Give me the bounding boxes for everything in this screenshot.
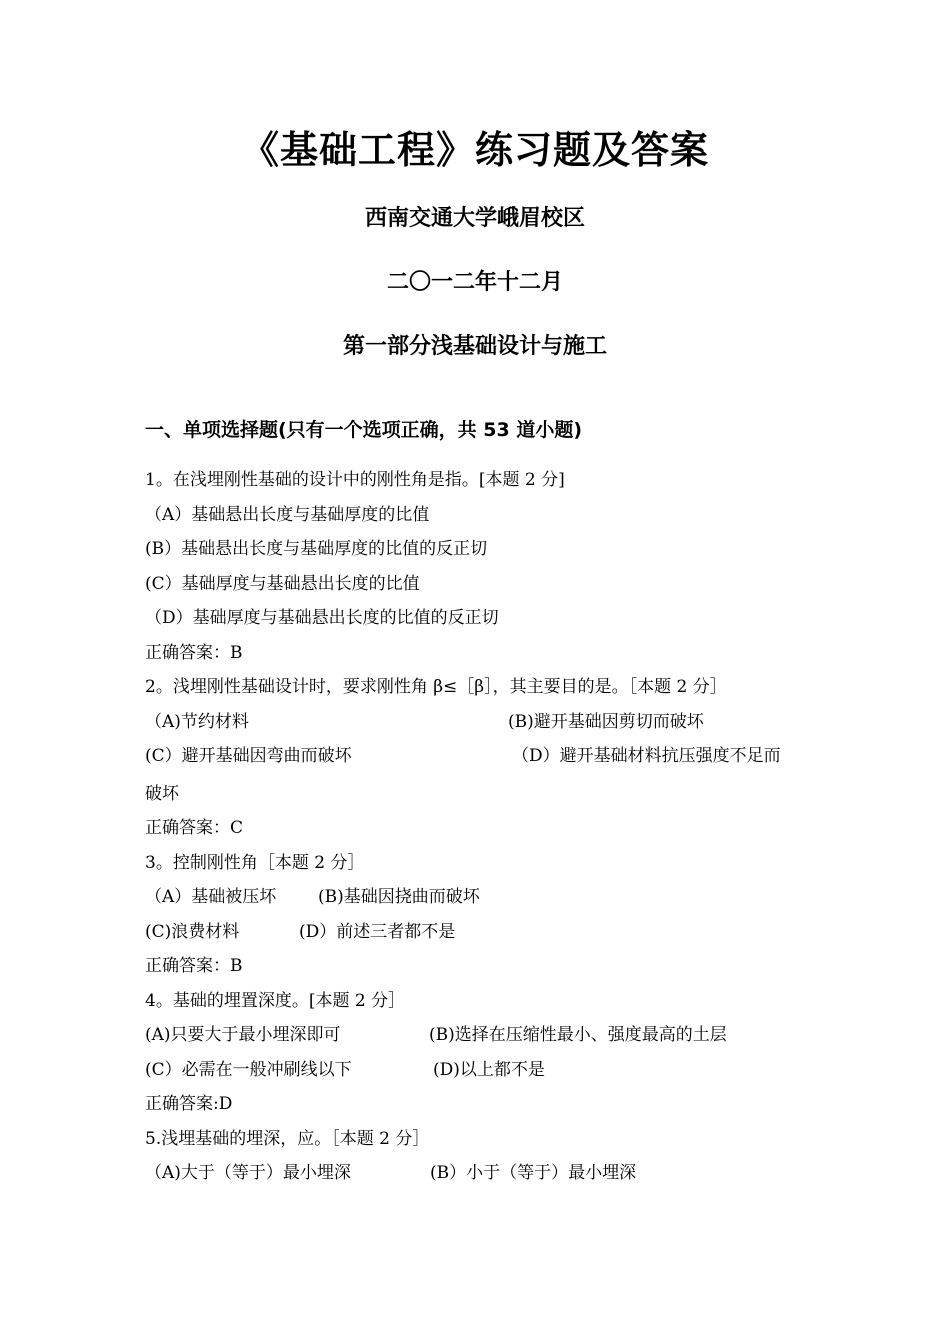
question-4-option-c: (C）必需在一般冲刷线以下: [145, 1060, 352, 1080]
question-4-option-a: (A)只要大于最小埋深即可: [145, 1025, 341, 1045]
question-2-stem: 2。浅埋刚性基础设计时，要求刚性角 β≤［β］，其主要目的是。［本题 2 分］: [145, 677, 727, 697]
question-4-answer: 正确答案:D: [145, 1094, 233, 1114]
question-2-option-a: （A)节约材料: [145, 712, 249, 732]
document-date: 二〇一二年十二月: [386, 269, 563, 295]
question-2-option-d: （D）避开基础材料抗压强度不足而: [512, 746, 781, 766]
question-4-option-b: (B)选择在压缩性最小、强度最高的土层: [429, 1025, 727, 1045]
question-3-option-b: (B)基础因挠曲而破坏: [318, 887, 480, 907]
question-1-option-b: (B）基础悬出长度与基础厚度的比值的反正切: [145, 539, 488, 559]
document-title: 《基础工程》练习题及答案: [240, 127, 709, 172]
question-3-answer: 正确答案：B: [145, 956, 243, 976]
question-1-stem: 1。在浅埋刚性基础的设计中的刚性角是指。[本题 2 分]: [145, 470, 565, 490]
question-2-option-d-continuation: 破坏: [145, 784, 179, 804]
question-3-option-a: （A）基础被压坏: [145, 887, 277, 907]
question-3-option-d: (D）前述三者都不是: [299, 922, 456, 942]
question-1-option-c: (C）基础厚度与基础悬出长度的比值: [145, 574, 420, 594]
question-5-option-a: （A)大于（等于）最小埋深: [145, 1163, 351, 1183]
section-heading: 一、单项选择题(只有一个选项正确，共 53 道小题): [145, 419, 583, 441]
question-3-option-c: (C)浪费材料: [145, 922, 240, 942]
part-heading: 第一部分浅基础设计与施工: [342, 333, 607, 359]
question-5-stem: 5.浅埋基础的埋深，应。［本题 2 分］: [145, 1129, 430, 1149]
question-4-stem: 4。基础的埋置深度。[本题 2 分］: [145, 991, 406, 1011]
question-5-option-b: (B）小于（等于）最小埋深: [430, 1163, 637, 1183]
school-name: 西南交通大学峨眉校区: [364, 205, 585, 231]
question-3-stem: 3。控制刚性角［本题 2 分］: [145, 853, 365, 873]
question-1-option-d: （D）基础厚度与基础悬出长度的比值的反正切: [145, 608, 499, 628]
question-2-answer: 正确答案：C: [145, 818, 244, 838]
question-2-option-b: (B)避开基础因剪切而破坏: [508, 712, 704, 732]
question-1-answer: 正确答案：B: [145, 643, 243, 663]
question-2-option-c: (C）避开基础因弯曲而破坏: [145, 746, 352, 766]
question-4-option-d: (D)以上都不是: [433, 1060, 545, 1080]
question-1-option-a: （A）基础悬出长度与基础厚度的比值: [145, 505, 430, 525]
